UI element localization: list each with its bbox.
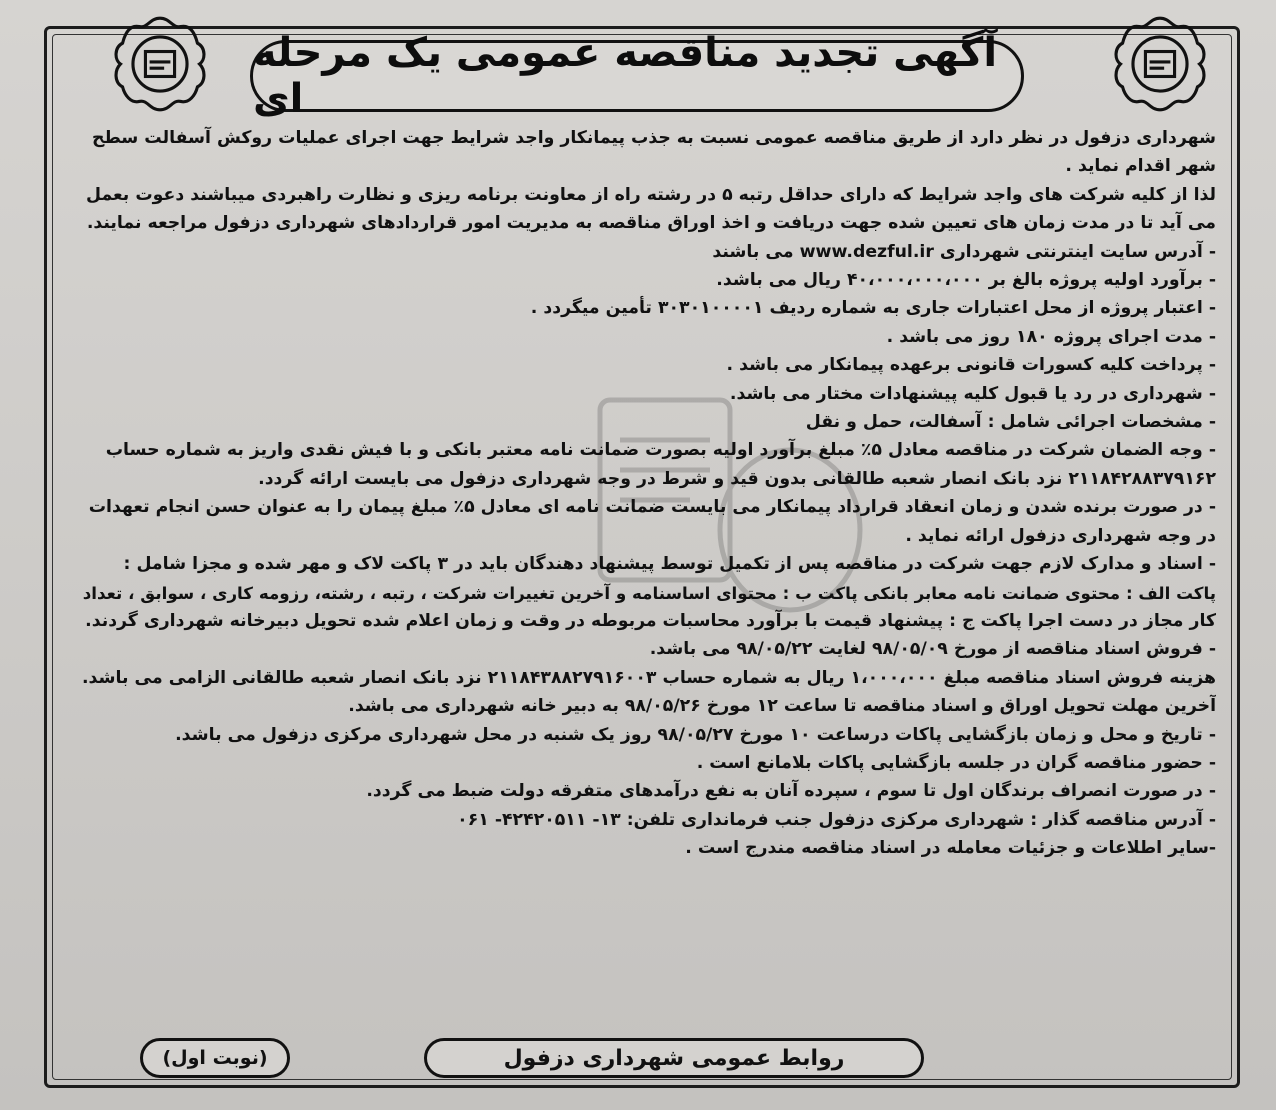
publication-turn-badge: (نوبت اول) bbox=[140, 1038, 290, 1078]
body-line: آخرین مهلت تحویل اوراق و اسناد مناقصه تا ساعت ۱۲ مورخ ۹۸/۰۵/۲۶ به دبیر خانه شهرداری می باشد. bbox=[348, 696, 1216, 717]
body-line: - اعتبار پروژه از محل اعتبارات جاری به شماره ردیف ۳۰۳۰۱۰۰۰۰۱ تأمین میگردد . bbox=[530, 298, 1216, 319]
body-line: کار مجاز در دست اجرا پاکت ج : پیشنهاد قیمت با برآورد محاسبات مربوطه در وقت و زمان اعلام شده تحویل دبیرخانه شهرداری گردند. bbox=[85, 610, 1216, 631]
body-line: پاکت الف : محتوی ضمانت نامه معابر بانکی پاکت ب : محتوای اساسنامه و آخرین تغییرات شرکت ، رتبه ، رشته، رزومه کاری ، سوابق ، تعداد bbox=[82, 582, 1216, 603]
body-line: - تاریخ و محل و زمان بازگشایی پاکات درساعت ۱۰ مورخ ۹۸/۰۵/۲۷ روز یک شنبه در محل شهرداری مرکزی دزفول می باشد. bbox=[175, 724, 1216, 745]
body-line: - در صورت انصراف برندگان اول تا سوم ، سپرده آنان به نفع درآمدهای متفرقه دولت ضبط می گردد. bbox=[366, 781, 1216, 802]
body-line: - در صورت برنده شدن و زمان انعقاد قرارداد پیمانکار می بایست ضمانت نامه ای معادل ۵٪ مبلغ پیمان را به عنوان حسن انجام تعهدات bbox=[88, 497, 1216, 518]
body-line: شهر اقدام نماید . bbox=[1065, 156, 1216, 177]
body-line: - وجه الضمان شرکت در مناقصه معادل ۵٪ مبلغ برآورد اولیه بصورت ضمانت نامه معتبر بانکی و با فیش نقدی واریز به شماره حساب bbox=[105, 440, 1216, 461]
publisher-label: روابط عمومی شهرداری دزفول bbox=[424, 1038, 924, 1078]
body-line: ۲۱۱۸۴۲۸۸۳۷۹۱۶۲ نزد بانک انصار شعبه طالقانی بدون قید و شرط در وجه شهرداری دزفول می بایست ارائه گردد. bbox=[258, 468, 1216, 489]
body-line: - حضور مناقصه گران در جلسه بازگشایی پاکات بلامانع است . bbox=[696, 752, 1216, 773]
body-line: هزینه فروش اسناد مناقصه مبلغ ۱،۰۰۰،۰۰۰ ریال به شماره حساب ۲۱۱۸۴۳۸۸۲۷۹۱۶۰۰۳ نزد بانک انصار شعبه طالقانی الزامی می باشد. bbox=[81, 667, 1216, 688]
body-line: - آدرس مناقصه گذار : شهرداری مرکزی دزفول جنب فرمانداری تلفن: ۱۳- ۴۲۴۲۰۵۱۱- ۰۶۱ bbox=[457, 809, 1216, 830]
body-line: -سایر اطلاعات و جزئیات معامله در اسناد مناقصه مندرج است . bbox=[685, 838, 1216, 859]
body-line: شهرداری دزفول در نظر دارد از طریق مناقصه عمومی نسبت به جذب پیمانکار واجد شرایط جهت اجرای عملیات روکش آسفالت سطح bbox=[92, 128, 1216, 148]
body-line: - برآورد اولیه پروژه بالغ بر ۴۰،۰۰۰،۰۰۰،۰۰۰ ریال می باشد. bbox=[716, 270, 1216, 291]
body-line: لذا از کلیه شرکت های واجد شرایط که دارای حداقل رتبه ۵ در رشته راه از معاونت برنامه ریزی و نظارت راهبردی میباشند دعوت بعمل bbox=[86, 184, 1216, 205]
body-line: - مدت اجرای پروژه ۱۸۰ روز می باشد . bbox=[886, 326, 1216, 347]
body-line: می آید تا در مدت زمان های تعیین شده جهت دریافت و اخذ اوراق مناقصه به مدیریت امور قراردادهای شهرداری دزفول مراجعه نمایند. bbox=[86, 213, 1216, 234]
municipality-emblem-icon bbox=[1108, 12, 1212, 116]
notice-title-text: آگهی تجدید مناقصه عمومی یک مرحله ای bbox=[253, 30, 998, 122]
body-line: - پرداخت کلیه کسورات قانونی برعهده پیمانکار می باشد . bbox=[726, 355, 1216, 376]
body-line: - اسناد و مدارک لازم جهت شرکت در مناقصه پس از تکمیل توسط پیشنهاد دهندگان باید در ۳ پاکت لاک و مهر شده و مجزا شامل : bbox=[123, 554, 1216, 575]
notice-body bbox=[66, 124, 1216, 863]
municipality-emblem-icon bbox=[108, 12, 212, 116]
body-line: - مشخصات اجرائی شامل : آسفالت، حمل و نقل bbox=[805, 412, 1216, 433]
body-line: - فروش اسناد مناقصه از مورخ ۹۸/۰۵/۰۹ لغایت ۹۸/۰۵/۲۲ می باشد. bbox=[649, 639, 1216, 660]
body-line: - شهرداری در رد یا قبول کلیه پیشنهادات مختار می باشد. bbox=[729, 383, 1216, 404]
body-line: در وجه شهرداری دزفول ارائه نماید . bbox=[905, 525, 1216, 546]
notice-title bbox=[250, 30, 1024, 122]
body-line: - آدرس سایت اینترنتی شهرداری www.dezful.ir می باشند bbox=[712, 241, 1216, 262]
